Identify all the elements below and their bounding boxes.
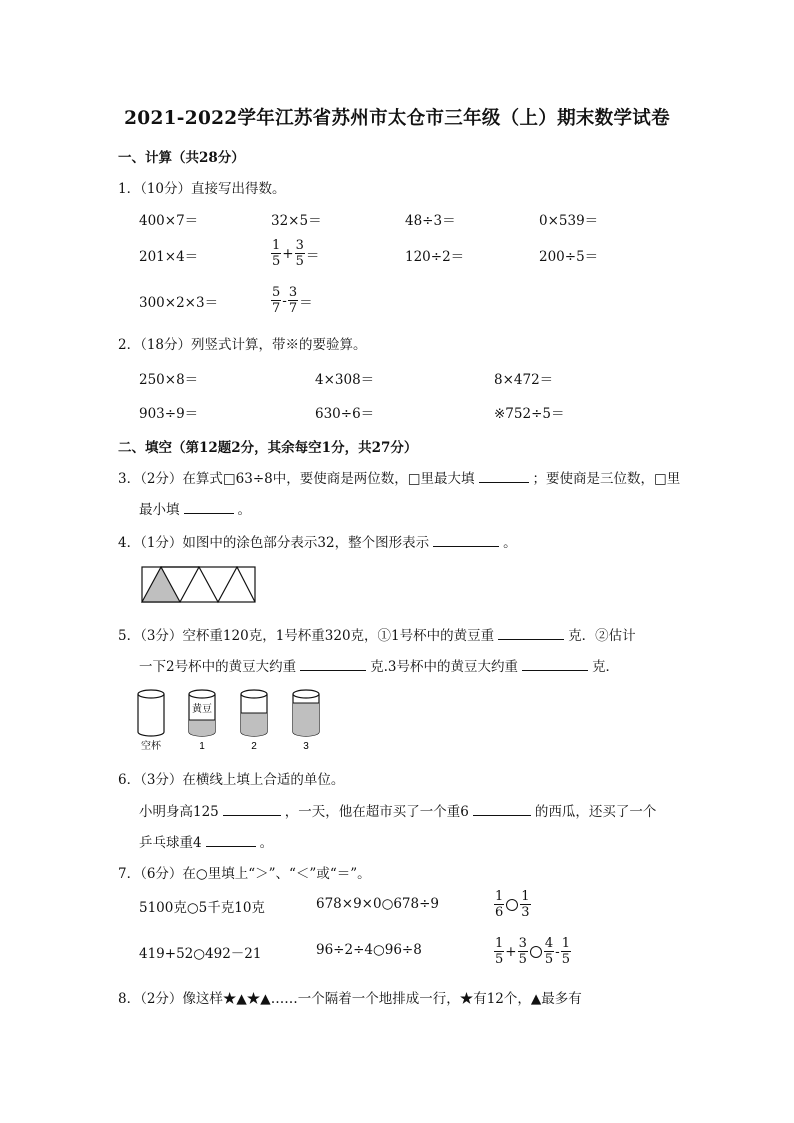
q7-fraction-compare [494,889,531,920]
question-4: 4．（1分）如图中的涂色部分表示32，整个图形表示 。 [118,531,517,551]
cup-label: 3 [303,741,309,752]
answer-blank[interactable] [473,801,531,816]
fraction: $\frac{3}{7}$ [288,285,298,316]
question-1: 1．（10分）直接写出得数。 [118,181,286,197]
question-2: 2．（18分）列竖式计算，带※的要验算。 [118,337,367,353]
q1-item: 400×7＝ [139,213,199,229]
q1-item: 200÷5＝ [539,249,599,265]
fraction: $\frac{3}{5}$ [518,936,527,967]
q7-fraction-compare: $\frac{1}{5}$ + $\frac{3}{5}$ $\frac{4}{5}$ - $\frac{1}{5}$ [495,936,570,967]
answer-blank[interactable] [223,801,281,816]
shaded-triangle [142,567,180,602]
cup-label: 1 [199,741,205,752]
cups-figure [134,686,324,754]
q1-item: 48÷3＝ [405,213,456,229]
cup-1 [189,690,215,736]
cup-label: 2 [251,741,257,752]
q7-compare: 678×9×0○678÷9 [316,896,440,912]
question-6-line1: 小明身高125 ，一天，他在超市买了一个重6 的西瓜，还买了一个 [139,800,656,820]
q2-item: 250×8＝ [139,372,199,388]
q1-item: 0×539＝ [539,213,599,229]
q2-item: 903÷9＝ [139,406,199,422]
answer-blank[interactable] [184,499,234,514]
fraction: $\frac{1}{5}$ [561,936,570,967]
page-title: 2021-2022学年江苏省苏州市太仓市三年级（上）期末数学试卷 [124,108,670,129]
q1-fraction-diff: $\frac{5}{7}$ - $\frac{3}{7}$ ＝ [272,285,313,316]
question-7: 7．（6分）在○里填上“＞”、“＜”或“＝”。 [118,866,371,882]
answer-blank[interactable] [479,468,529,483]
answer-blank[interactable] [522,656,588,671]
question-5-line2: 一下2号杯中的黄豆大约重 克.3号杯中的黄豆大约重 克． [139,655,619,675]
fraction: $\frac{4}{5}$ [544,936,554,967]
q1-fraction-sum: $\frac{1}{5}$ + $\frac{3}{5}$ ＝ [272,238,320,269]
cup-1-label: 黄豆 [192,704,212,715]
compare-circle[interactable] [530,946,542,958]
q2-item: 630÷6＝ [315,406,375,422]
section-heading-calc: 一、计算（共28分） [118,150,245,166]
q2-item: ※752÷5＝ [494,406,565,422]
fraction: $\frac{3}{5}$ [295,238,304,269]
answer-blank[interactable] [300,656,366,671]
q2-item: 8×472＝ [494,372,554,388]
question-3-line2: 最小填 。 [139,498,251,518]
answer-blank[interactable] [498,625,564,640]
answer-blank[interactable] [206,832,256,847]
cup-label: 空杯 [141,741,161,752]
fraction: $\frac{1}{6}$ [495,889,504,920]
q1-item: 120÷2＝ [405,249,465,265]
cup-3 [293,690,319,736]
q1-item: 32×5＝ [271,213,322,229]
q7-compare: 5100克○5千克10克 [139,900,265,916]
triangle-figure [141,566,257,604]
empty-cup [138,690,164,736]
answer-blank[interactable] [433,532,499,547]
compare-circle[interactable] [506,899,518,911]
q7-compare: 96÷2÷4○96÷8 [316,942,422,958]
fraction: $\frac{1}{3}$ [521,889,530,920]
q1-item: 201×4＝ [139,249,199,265]
fraction: $\frac{1}{5}$ [495,936,504,967]
section-heading-fill: 二、填空（第12题2分，其余每空1分，共27分） [118,440,418,456]
question-5-line1: 5．（3分）空杯重120克，1号杯重320克，①1号杯中的黄豆重 克．②估计 [118,624,636,644]
fraction: $\frac{5}{7}$ [272,285,281,316]
fraction: $\frac{1}{5}$ [272,238,281,269]
q2-item: 4×308＝ [315,372,375,388]
q1-item: 300×2×3＝ [139,295,219,311]
question-6: 6．（3分）在横线上填上合适的单位。 [118,772,345,788]
q7-compare: 419+52○492－21 [139,946,262,962]
question-3-line1: 3．（2分）在算式□63÷8中，要使商是两位数，□里最大填 ；要使商是三位数，□里 [118,467,680,487]
cup-2 [241,690,267,736]
question-8: 8．（2分）像这样★▲★▲……一个隔着一个地排成一行，★有12个，▲最多有 [118,991,582,1007]
question-6-line2: 乒乓球重4 。 [139,831,273,851]
